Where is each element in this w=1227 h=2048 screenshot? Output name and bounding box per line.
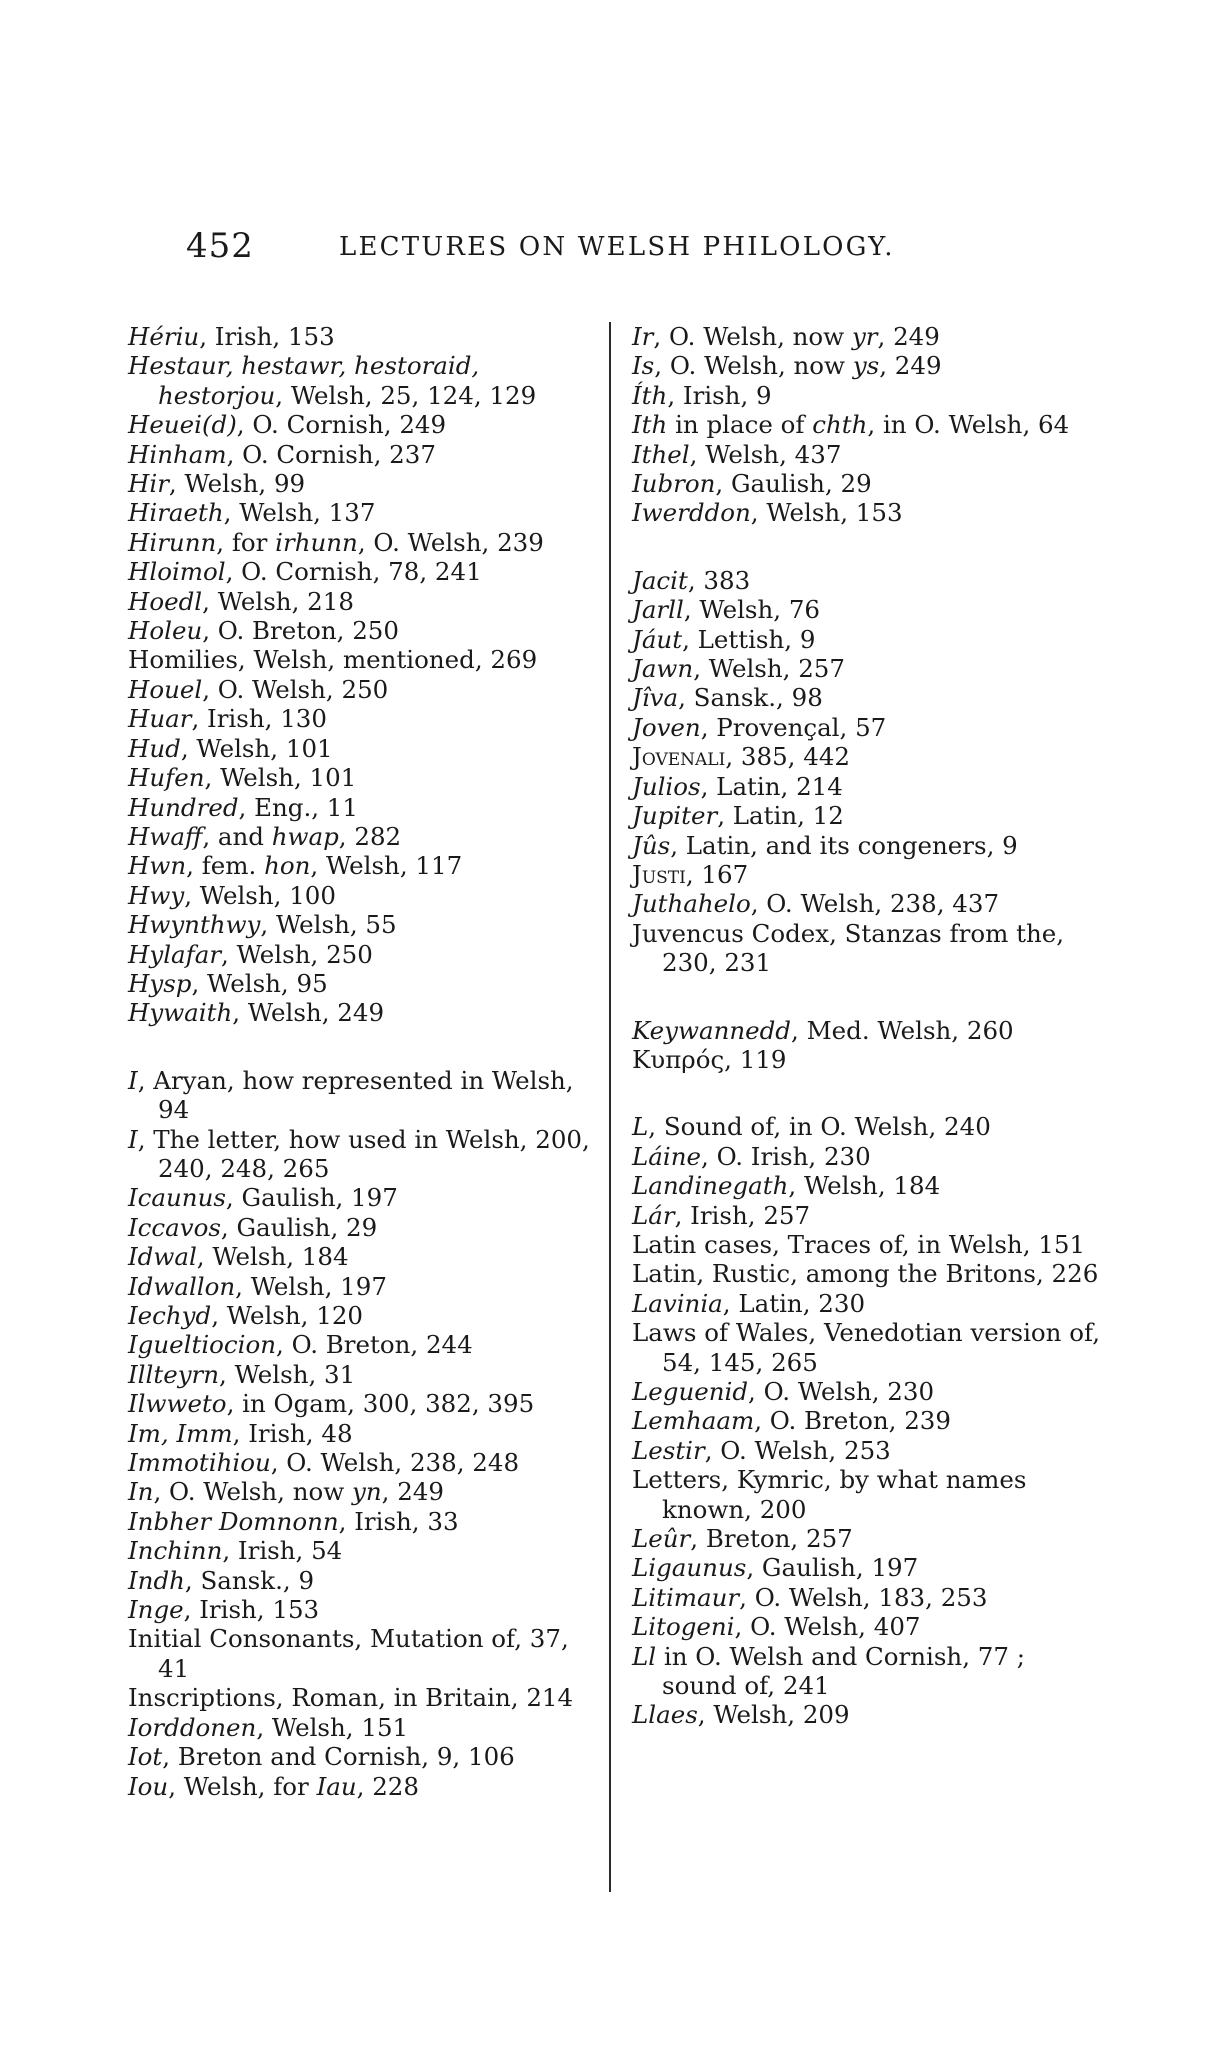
entry-text: , Welsh, 250 [221,939,373,969]
index-entry [128,734,598,763]
index-entry [632,1377,1104,1406]
entry-text: , Welsh, 151 [256,1712,409,1742]
entry-text: , O. Breton, 250 [202,616,399,646]
index-entry [128,322,598,351]
entry-text: , 249 [879,351,942,381]
index-entry [632,889,1104,918]
index-entry [632,410,1104,439]
entry-text: , Welsh, 55 [260,910,397,940]
entry-headword: Hundred [128,792,239,822]
index-entry [128,1301,598,1330]
index-entry [632,1406,1104,1435]
index-entry [128,1242,598,1271]
entry-headword: Hysp [128,968,192,998]
entry-headword: Iccavos [128,1212,221,1242]
entry-headword: Lemhaam [632,1406,755,1436]
entry-headword: Lár [632,1200,675,1230]
index-entry [632,1553,1104,1582]
entry-headword: Lestir [632,1435,705,1465]
entry-headword: Holeu [128,616,203,646]
index-entry [632,742,1104,771]
entry-headword: Illteyrn [128,1359,220,1389]
entry-text: , Welsh, 100 [184,880,336,910]
entry-text: , Welsh, 101 [204,763,357,793]
index-entry [632,1045,1104,1074]
entry-text: , O. Welsh, 239 [357,527,544,557]
running-head: LECTURES ON WELSH PHILOLOGY. [339,232,895,262]
index-entry [128,410,598,439]
entry-italic-term: irhunn [275,527,358,557]
entry-text: , Welsh, for [168,1771,317,1801]
entry-text: Laws of Wales, Venedotian version of, 54, 145, 265 [632,1318,1100,1377]
index-entry [632,322,1104,351]
entry-text: , Welsh, 184 [196,1242,349,1272]
page-number: 452 [186,226,254,266]
entry-text: , O. Welsh, 230 [748,1377,935,1406]
entry-text: , in O. Welsh, 64 [867,410,1070,440]
index-entry [128,1330,598,1359]
entry-headword: Idwal [128,1242,197,1272]
entry-headword: Litimaur [632,1582,740,1612]
entry-text: , Irish, 33 [338,1506,459,1536]
entry-italic-term: yn [352,1477,382,1507]
index-entry [128,1683,598,1712]
entry-headword: Houel [128,674,203,704]
index-entry [128,763,598,792]
index-entry [128,440,598,469]
entry-text: , Welsh, 153 [750,498,903,528]
entry-text: Letters, Kymric, by what names known, 200 [632,1465,1027,1524]
entry-headword: Indh [128,1565,185,1595]
entry-italic-term: yr [851,322,878,351]
entry-headword: Icaunus [128,1183,226,1213]
entry-text: , Latin, 12 [717,801,844,831]
entry-text: , O. Irish, 230 [701,1141,871,1171]
entry-text: , O. Welsh, 250 [202,674,389,704]
index-entry [632,469,1104,498]
entry-headword: Hirunn [128,527,217,557]
entry-headword: Igueltiocion [128,1330,276,1360]
entry-text: , in Ogam, 300, 382, 395 [226,1389,535,1419]
entry-text: , Welsh, 99 [168,469,306,499]
entry-headword: Ith [632,410,668,440]
entry-text: Juvencus Codex, Stanzas from the, 230, 231 [632,918,1065,978]
entry-text: , Irish, 257 [674,1200,811,1230]
index-entry [632,1016,1104,1045]
index-entry [128,1066,598,1125]
entry-headword: Idwallon [128,1271,236,1301]
entry-headword: Is [632,351,655,381]
entry-headword: Hwynthwy [128,910,261,940]
entry-headword: Hloimol [128,557,226,587]
entry-text: , O. Welsh, now [153,1477,353,1507]
index-entry [128,1125,598,1184]
index-entry [632,595,1104,624]
index-entry [632,1318,1104,1377]
entry-headword: Iubron [632,469,716,499]
entry-text: Latin cases, Traces of, in Welsh, 151 [632,1229,1086,1259]
entry-text: , Welsh, 120 [211,1301,363,1330]
index-column-left [128,322,598,1801]
index-entry [128,351,598,410]
index-entry [128,498,598,527]
column-divider [609,322,611,1892]
entry-text: , O. Welsh, now [653,322,852,351]
entry-text: , Sansk., 9 [184,1565,315,1595]
index-entry [632,498,1104,527]
index-entry [632,1700,1104,1729]
entry-headword: Hir [128,469,169,499]
index-entry [128,675,598,704]
entry-headword: Hwn [128,851,187,881]
entry-text: , Aryan, how represented in Welsh, 94 [137,1065,574,1125]
index-entry [632,1583,1104,1612]
index-entry [632,713,1104,742]
entry-headword: Hoedl [128,586,203,616]
index-entry [128,469,598,498]
entry-headword: Landinegath [632,1171,789,1201]
entry-headword: Ll [632,1641,657,1671]
index-letter-block [632,322,1104,528]
entry-text: , 249 [381,1477,444,1507]
entry-text: , O. Welsh, now [654,351,853,381]
index-entry [632,440,1104,469]
entry-text: , Welsh, 184 [788,1171,941,1201]
entry-headword: Inge [128,1595,184,1625]
entry-text: , Welsh, 76 [683,595,821,625]
entry-headword: I [128,1065,138,1095]
index-letter-block [632,1112,1104,1730]
entry-headword: Jáut [632,624,683,654]
entry-headword: Iwerddon [632,498,751,528]
entry-text: , O. Welsh, 238, 248 [270,1448,520,1478]
index-entry [128,1389,598,1418]
entry-headword: Justi [632,859,686,889]
entry-text: , Welsh, 31 [219,1359,356,1389]
entry-text: , Eng., 11 [238,792,358,822]
entry-text: in place of [667,410,813,440]
index-entry [632,1201,1104,1230]
entry-headword: Hestaur, hestawr, hestoraid, hestorjou [128,351,480,410]
entry-text: , Latin, and its congeners, 9 [670,830,1018,860]
entry-text: , 249 [877,322,940,351]
entry-headword: Llaes [632,1700,698,1730]
entry-italic-term: Iau [316,1771,357,1801]
entry-text: , Provençal, 57 [700,712,887,742]
index-entry [632,919,1104,978]
entry-headword: Jawn [632,654,694,684]
index-letter-block [632,566,1104,978]
index-entry [128,1183,598,1212]
index-entry [632,625,1104,654]
entry-headword: Jarll [632,595,684,625]
entry-headword: Hériu [128,322,200,351]
entry-headword: Leûr [632,1524,691,1554]
entry-text: , Irish, 130 [191,704,327,734]
entry-text: , Sound of, in O. Welsh, 240 [648,1112,991,1142]
index-entry [128,881,598,910]
entry-text: , Welsh, 137 [223,498,376,528]
index-entry [632,772,1104,801]
index-entry [128,793,598,822]
entry-italic-term: chth [812,410,868,440]
entry-headword: Jacit [632,565,688,595]
entry-headword: Ligaunus [632,1553,747,1583]
index-entry [128,1772,598,1801]
entry-headword: Julios [632,771,701,801]
entry-text: , O. Cornish, 78, 241 [225,557,482,587]
entry-headword: Jîva [632,683,679,713]
entry-headword: Litogeni [632,1612,735,1642]
entry-text: , O. Cornish, 249 [236,410,447,440]
entry-text: , Welsh, 437 [689,439,842,469]
index-entry [632,1436,1104,1465]
entry-headword: Inchinn [128,1536,223,1566]
entry-text: , O. Breton, 244 [276,1330,473,1360]
entry-italic-term: ys [852,351,880,381]
entry-headword: Lavinia [632,1288,723,1318]
entry-headword: Iechyd [128,1301,212,1330]
entry-text: Latin, Rustic, among the Britons, 226 [632,1259,1099,1289]
entry-headword: In [128,1477,154,1507]
index-entry [128,910,598,939]
entry-text: , 167 [685,859,749,889]
entry-italic-term: hon [264,851,311,881]
entry-headword: Jovenali [632,742,726,772]
entry-text: , Welsh, 95 [191,968,328,998]
entry-text: , Welsh, 257 [693,654,845,684]
entry-headword: I [128,1124,138,1154]
entry-text: , O. Welsh, 407 [734,1612,921,1642]
index-column-right [632,322,1104,1730]
entry-text: , Gaulish, 197 [225,1183,398,1213]
entry-headword: Iot [128,1742,163,1772]
index-entry [128,616,598,645]
entry-text: , Gaulish, 29 [220,1212,378,1242]
index-entry [632,1171,1104,1200]
entry-text: , Welsh, 249 [232,998,385,1028]
entry-text: , fem. [186,851,265,881]
index-entry [128,1507,598,1536]
entry-text: , O. Welsh, 253 [704,1435,891,1465]
index-entry [128,1713,598,1742]
index-entry [632,1612,1104,1641]
index-entry [632,1642,1104,1701]
index-entry [128,969,598,998]
entry-text: , for [216,527,276,557]
index-entry [632,381,1104,410]
entry-text: , Welsh, 197 [235,1271,387,1301]
entry-text: Κυπρός, 119 [632,1044,787,1074]
entry-text: , Irish, 48 [232,1418,353,1448]
index-entry [632,1142,1104,1171]
entry-text: , O. Welsh, 238, 437 [750,889,1000,919]
index-entry [128,1360,598,1389]
entry-headword: L [632,1112,649,1142]
index-letter-block [128,1066,598,1801]
index-letter-block [632,1016,1104,1075]
entry-text: , Irish, 153 [183,1595,320,1625]
entry-headword: Keywannedd [632,1015,791,1045]
index-entry [632,351,1104,380]
entry-headword: Ithel [632,439,690,469]
entry-headword: Joven [632,712,701,742]
entry-headword: Hiraeth [128,498,224,528]
entry-headword: Heuei(d) [128,410,237,440]
entry-text: , Welsh, 25, 124, 129 [275,380,537,410]
entry-text: , The letter, how used in Welsh, 200, 240, 248, 265 [137,1124,590,1183]
index-entry [632,1465,1104,1524]
entry-headword: Jupiter [632,801,718,831]
entry-headword: Iou [128,1771,169,1801]
entry-text: , Latin, 230 [722,1288,866,1318]
index-entry [632,831,1104,860]
entry-headword: Iorddonen [128,1712,257,1742]
entry-text: , Welsh, 101 [180,733,333,763]
entry-text: , Irish, 9 [667,380,772,410]
entry-text: , Gaulish, 29 [715,469,872,499]
entry-headword: Láine [632,1141,701,1171]
entry-text: , Welsh, 117 [310,851,463,881]
entry-text: , O. Breton, 239 [754,1406,951,1436]
entry-headword: Inbher Domnonn [128,1506,339,1536]
index-entry [128,998,598,1027]
index-entry [128,940,598,969]
entry-headword: Huar [128,704,192,734]
index-entry [128,1272,598,1301]
index-entry [128,1742,598,1771]
entry-italic-term: hwap [271,821,339,851]
index-entry [632,654,1104,683]
entry-text: , Breton and Cornish, 9, 106 [162,1742,515,1772]
entry-headword: Im, Imm [128,1418,233,1448]
entry-text: , 228 [356,1771,419,1801]
entry-text: Inscriptions, Roman, in Britain, 214 [128,1683,574,1713]
index-entry [632,566,1104,595]
index-entry [128,587,598,616]
entry-headword: Ir [632,322,654,351]
index-entry [632,1524,1104,1553]
index-entry [632,801,1104,830]
entry-text: Initial Consonants, Mutation of, 37, 41 [128,1624,569,1683]
entry-text: , Lettish, 9 [682,624,816,654]
entry-headword: Hywaith [128,998,233,1028]
entry-text: Homilies, Welsh, mentioned, 269 [128,645,538,675]
entry-text: , 385, 442 [725,742,850,772]
entry-headword: Hud [128,733,181,763]
entry-headword: Hinham [128,439,227,469]
entry-text: , Sansk., 98 [678,683,823,713]
entry-headword: Íth [632,380,668,410]
entry-text: , Med. Welsh, 260 [791,1015,1014,1045]
index-entry [128,1536,598,1565]
index-entry [128,851,598,880]
entry-headword: Hwaff [128,821,203,851]
entry-text: , Welsh, 209 [697,1700,850,1730]
index-entry [632,683,1104,712]
entry-text: , O. Cornish, 237 [226,439,436,469]
entry-headword: Jûs [632,830,671,860]
index-entry [128,704,598,733]
entry-text: , 383 [687,565,751,595]
index-entry [128,1477,598,1506]
index-entry [128,1213,598,1242]
entry-headword: Hylafar [128,939,222,969]
entry-headword: Juthahelo [632,889,751,919]
entry-text: , Irish, 153 [199,322,335,351]
index-entry [632,1230,1104,1259]
entry-headword: Ilwweto [128,1389,227,1419]
index-entry [128,557,598,586]
entry-text: , Irish, 54 [222,1536,343,1566]
index-entry [128,1448,598,1477]
index-entry [128,822,598,851]
entry-text: , Welsh, 218 [202,586,354,616]
index-entry [632,1259,1104,1288]
entry-text: , 282 [338,821,402,851]
entry-text: , Latin, 214 [700,771,843,801]
entry-headword: Hufen [128,763,205,793]
index-entry [128,1566,598,1595]
index-entry [128,1595,598,1624]
entry-headword: Immotihiou [128,1448,271,1478]
index-entry [128,1419,598,1448]
index-letter-block [128,322,598,1028]
index-entry [128,528,598,557]
entry-text: in O. Welsh and Cornish, 77 ; sound of, 241 [656,1641,1026,1701]
entry-text: , Gaulish, 197 [746,1553,919,1583]
entry-headword: Leguenid [632,1377,749,1406]
entry-text: , and [202,821,272,851]
index-entry [632,1289,1104,1318]
index-entry [632,860,1104,889]
entry-headword: Hwy [128,880,185,910]
entry-text: , O. Welsh, 183, 253 [739,1582,988,1612]
index-entry [128,1624,598,1683]
entry-text: , Breton, 257 [690,1524,853,1554]
index-entry [632,1112,1104,1141]
index-entry [128,645,598,674]
